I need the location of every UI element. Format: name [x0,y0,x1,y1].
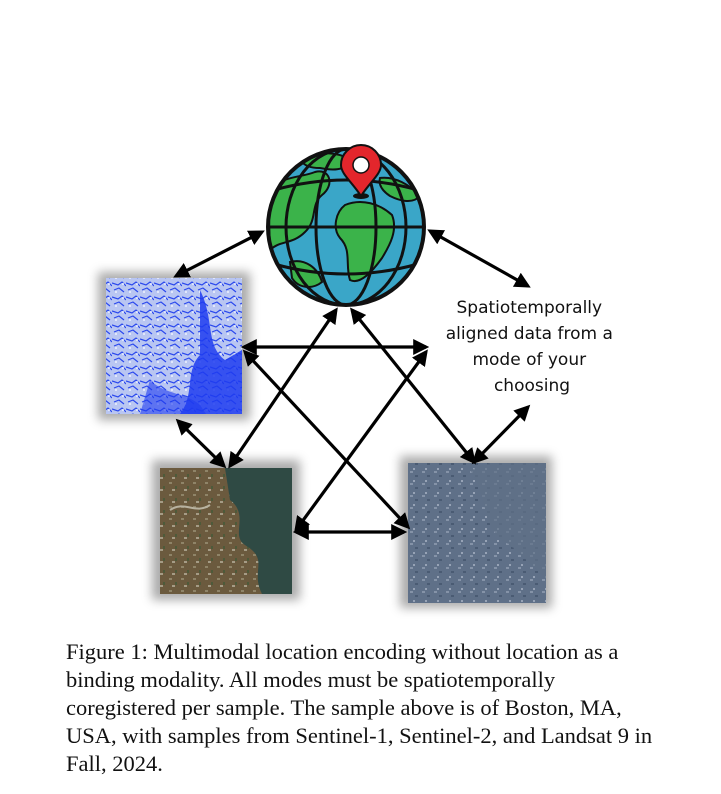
landsat9-image [400,456,552,608]
sentinel2-image [152,460,300,600]
arrow-globe-custom [430,231,528,286]
arrow-globe-sentinel1 [176,232,262,276]
mode-label-line-4: choosing [493,376,571,396]
mode-label-line-3: mode of your [472,350,587,370]
arrow-sentinel1-sentinel2 [178,421,224,466]
mode-label-line-2: aligned data from a [445,324,613,344]
sentinel1-image [98,272,250,420]
figure-caption: Figure 1: Multimodal location encoding without location as a binding modality. All modes must be spatiotemporally coregistered per sample. The sample above is of Boston, MA, USA, with samples from Sentinel-1, Sentinel-2, and Landsat 9 in Fall, 2024. [66,639,653,776]
mode-label-line-1: Spatiotemporally [456,298,603,318]
custom-mode-label [446,298,619,396]
arrow-custom-landsat9 [474,407,528,462]
